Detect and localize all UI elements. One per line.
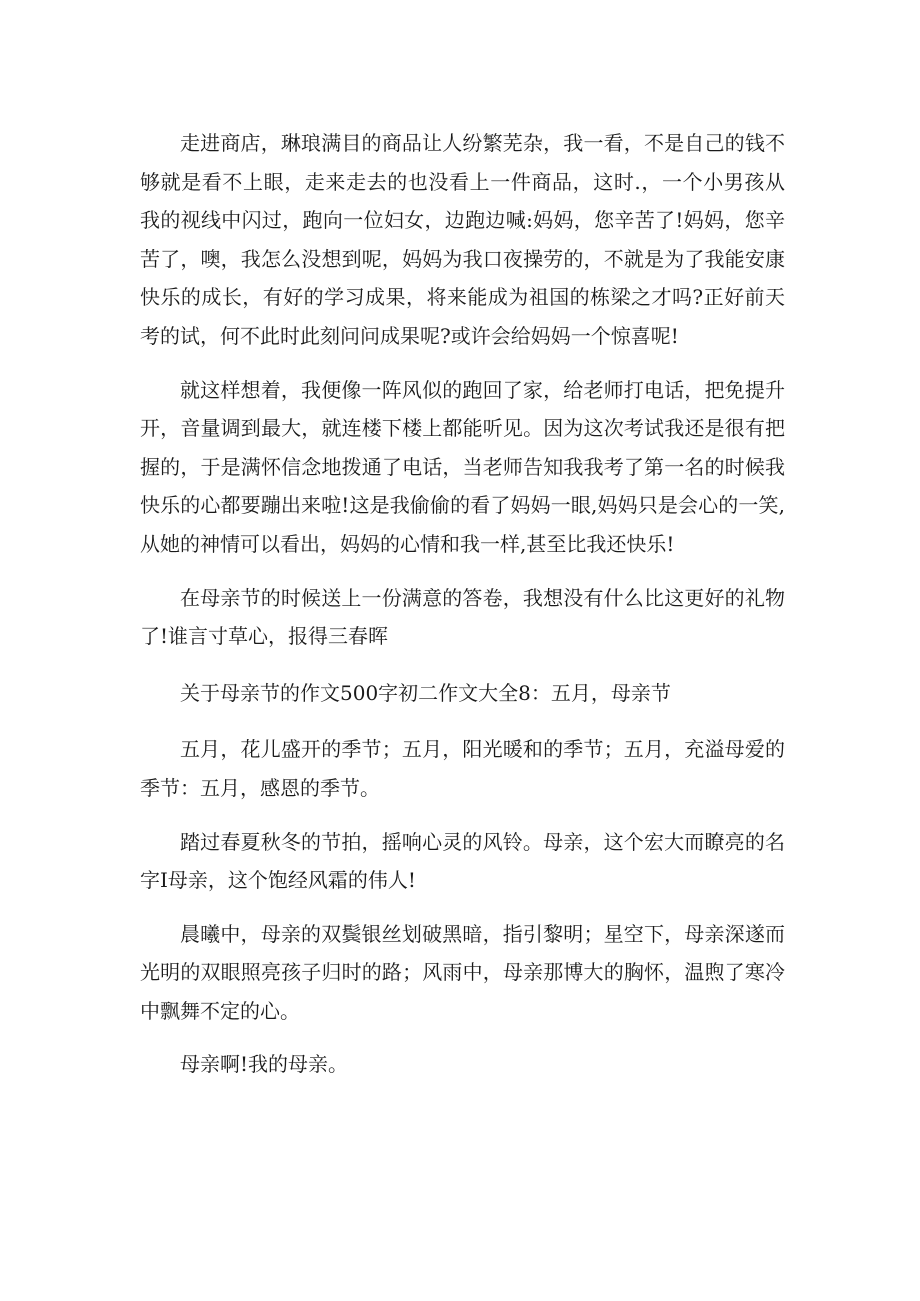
- paragraph-dawn: 晨曦中，母亲的双鬓银丝划破黑暗，指引黎明；星空下，母亲深遂而光明的双眼照亮孩子归时的路；风雨中，母亲那博大的胸怀，温煦了寒冷中飘舞不定的心。: [140, 921, 785, 1023]
- paragraph-may: 五月，花儿盛开的季节；五月，阳光暖和的季节；五月，充溢母爱的季节：五月，感恩的季节。: [140, 737, 785, 800]
- document-body: [140, 124, 785, 1099]
- section-title: 关于母亲节的作文500字初二作文大全8：五月，母亲节: [180, 680, 671, 705]
- paragraph-closing: 母亲啊!我的母亲。: [180, 1052, 349, 1077]
- paragraph-shop: 走进商店，琳琅满目的商品让人纷繁芜杂，我一看，不是自己的钱不够就是看不上眼，走来走去的也没看上一件商品，这时.，一个小男孩从我的视线中闪过，跑向一位妇女，边跑边喊:妈妈，您辛苦了!妈妈，您辛苦了，噢，我怎么没想到呢，妈妈为我口夜操劳的，不就是为了我能安康快乐的成长，有好的学习成果，将来能成为祖国的栋梁之才吗?正好前天考的试，何不此时此刻问问成果呢?或许会给妈妈一个惊喜呢!: [140, 131, 785, 348]
- paragraph-phone-call: 就这样想着，我便像一阵风似的跑回了家，给老师打电话，把免提升开，音量调到最大，就连楼下楼上都能听见。因为这次考试我还是很有把握的，于是满怀信念地拨通了电话，当老师告知我我考了第一名的时候我快乐的心都要蹦出来啦!这是我偷偷的看了妈妈一眼,妈妈只是会心的一笑,从她的神情可以看出，妈妈的心情和我一样,甚至比我还快乐!: [140, 377, 785, 556]
- paragraph-gift: 在母亲节的时候送上一份满意的答卷，我想没有什么比这更好的礼物了!谁言寸草心，报得三春晖: [140, 585, 785, 649]
- paragraph-seasons: 踏过春夏秋冬的节拍，摇响心灵的风铃。母亲，这个宏大而瞭亮的名字I母亲，这个饱经风霜的伟人!: [140, 829, 785, 893]
